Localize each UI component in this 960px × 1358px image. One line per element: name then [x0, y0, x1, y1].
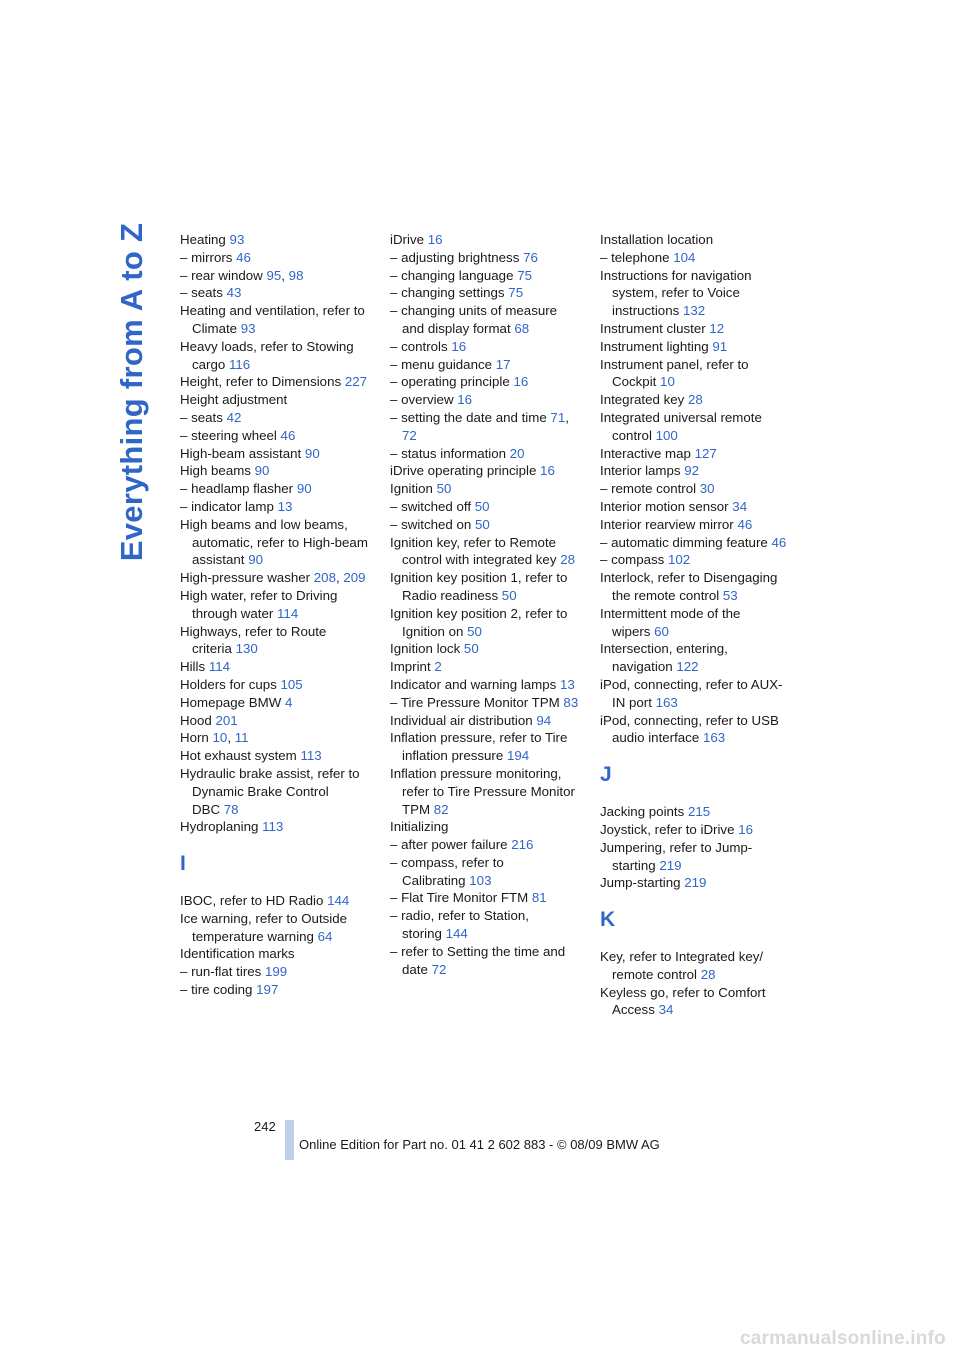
page-reference-link[interactable]: 100 — [655, 427, 678, 443]
entry-term: Hot exhaust system — [180, 748, 297, 764]
entry-term: High-pressure washer — [180, 570, 311, 586]
entry-term: Hydroplaning — [180, 819, 259, 835]
page-reference-link[interactable]: 10 — [212, 730, 228, 746]
entry-term: – menu guidance — [390, 356, 493, 372]
index-entry — [600, 874, 790, 892]
entry-term: iDrive — [390, 232, 424, 247]
index-entry — [390, 356, 580, 374]
entry-term: Joystick, refer to iDrive — [600, 821, 735, 837]
page-reference-link[interactable]: 16 — [457, 392, 473, 408]
entry-term: – switched off — [390, 498, 472, 514]
entry-term: – changing language — [390, 267, 514, 283]
index-entry — [180, 516, 370, 569]
entry-term: – rear window — [180, 267, 263, 283]
entry-term: IBOC, refer to HD Radio — [180, 893, 324, 909]
index-entry — [600, 569, 790, 605]
page-reference-link[interactable]: 13 — [560, 676, 575, 692]
index-entry — [390, 640, 580, 658]
entry-term: Interior lamps — [600, 463, 681, 479]
index-entry — [180, 676, 370, 694]
entry-term: iPod, connecting, refer to AUX-IN port — [600, 676, 783, 710]
index-entry: – rear window 95, 98 — [180, 267, 304, 283]
watermark: carmanualsonline.info — [740, 1328, 946, 1349]
index-entry — [390, 373, 580, 391]
page-reference-link[interactable]: 16 — [427, 232, 443, 247]
page-reference-link[interactable]: 46 — [236, 249, 251, 265]
page-reference-link[interactable]: 17 — [495, 356, 511, 372]
entry-term: Integrated universal remote control — [600, 409, 762, 443]
page-reference-link[interactable]: 2 — [434, 659, 442, 675]
entry-term: Key, refer to Integrated key/ remote control — [600, 949, 764, 982]
index-entry — [390, 231, 580, 249]
entry-term: Instructions for navigation system, refer to Voice instructions — [600, 267, 752, 319]
page-reference-link[interactable]: 53 — [722, 587, 738, 603]
entry-term: Hydraulic brake assist, refer to Dynamic Brake Control DBC — [180, 765, 360, 817]
entry-term: Instrument lighting — [600, 338, 709, 354]
index-entry — [390, 302, 580, 338]
page-reference-link[interactable]: 30 — [699, 481, 715, 497]
page-reference-link[interactable]: 50 — [475, 516, 490, 532]
entry-term: – after power failure — [390, 837, 508, 853]
index-entry — [390, 445, 580, 463]
entry-term: – changing settings — [390, 285, 505, 301]
entry-term: Interactive map — [600, 445, 691, 461]
index-entry — [390, 534, 580, 570]
index-entry — [390, 694, 580, 712]
index-entry: Horn 10, 11 — [180, 730, 249, 746]
index-entry — [600, 676, 790, 712]
entry-term: Hood — [180, 712, 212, 728]
index-column-3 — [600, 231, 790, 1019]
index-entry — [600, 803, 790, 821]
entry-term: Height adjustment — [180, 392, 288, 408]
index-entry — [600, 462, 790, 480]
page-reference-link[interactable]: 219 — [684, 875, 707, 891]
entry-term: – run-flat tires — [180, 964, 262, 980]
index-entry — [180, 712, 370, 730]
page-reference-link[interactable]: 11 — [234, 730, 249, 746]
page-reference-link[interactable]: 50 — [474, 498, 490, 514]
page-reference-link[interactable]: 46 — [737, 516, 753, 532]
entry-term: Interior motion sensor — [600, 498, 729, 514]
entry-term: Integrated key — [600, 392, 685, 408]
page-reference-link[interactable]: 93 — [229, 232, 245, 247]
page-reference-link[interactable]: 28 — [560, 552, 575, 568]
page-reference-link[interactable]: 28 — [700, 966, 716, 982]
index-entry — [390, 765, 580, 818]
entry-term: Holders for cups — [180, 676, 277, 692]
entry-term: Intersection, entering, navigation — [600, 641, 728, 675]
page-reference-link[interactable]: 60 — [654, 623, 669, 639]
index-entry — [600, 516, 790, 534]
index-entry — [600, 984, 790, 1020]
page-reference-link[interactable]: 72 — [431, 961, 447, 977]
entry-term: – headlamp flasher — [180, 481, 294, 497]
index-entry — [600, 498, 790, 516]
entry-term: iPod, connecting, refer to USB audio interface — [600, 712, 779, 746]
entry-term: Ignition — [390, 481, 433, 497]
entry-term: High beams and low beams, automatic, refer to High-beam assistant — [180, 516, 368, 568]
page-reference-link[interactable]: 46 — [280, 427, 296, 443]
page-reference-link[interactable]: 81 — [531, 890, 547, 906]
index-entry — [600, 231, 790, 249]
entry-term: Instrument cluster — [600, 320, 706, 336]
page-reference-link[interactable]: 83 — [563, 694, 579, 710]
page-reference-link[interactable]: 78 — [223, 801, 239, 817]
entry-term: Heating — [180, 232, 226, 247]
entry-term: Indicator and warning lamps — [390, 676, 557, 692]
page-reference-link[interactable]: 208 — [313, 570, 336, 586]
entry-term: High beams — [180, 463, 251, 479]
entry-term: Highways, refer to Route criteria — [180, 623, 327, 657]
index-entry — [390, 480, 580, 498]
entry-term: Ignition key, refer to Remote control with integrated key — [390, 534, 557, 568]
index-entry — [180, 409, 370, 427]
index-entry — [600, 320, 790, 338]
index-entry — [180, 765, 370, 818]
page-number: 242 — [254, 1119, 276, 1134]
footer-edition-text: Online Edition for Part no. 01 41 2 602 883 - © 08/09 BMW AG — [299, 1137, 660, 1152]
entry-term: Identification marks — [180, 946, 295, 962]
page-reference-link[interactable]: 50 — [501, 587, 517, 603]
page-reference-link[interactable]: 34 — [658, 1002, 674, 1018]
index-entry — [600, 605, 790, 641]
page-reference-link[interactable]: 76 — [523, 249, 538, 265]
index-entry — [600, 338, 790, 356]
index-entry — [180, 338, 370, 374]
index-entry — [180, 694, 370, 712]
page-reference-link[interactable]: 90 — [304, 445, 320, 461]
page-reference-link[interactable]: 16 — [451, 338, 467, 354]
entry-term: – compass, refer to Calibrating — [390, 854, 504, 888]
page-reference-link[interactable]: 91 — [712, 338, 728, 354]
entry-term: – tire coding — [180, 982, 253, 998]
index-column-2 — [390, 231, 580, 978]
page-reference-link[interactable]: 90 — [248, 552, 263, 568]
index-entry — [390, 249, 580, 267]
side-title-text: Everything from A to Z — [114, 222, 149, 562]
index-entry — [390, 889, 580, 907]
section-letter: J — [600, 763, 612, 787]
entry-term: Ignition key position 1, refer to Radio readiness — [390, 570, 568, 603]
page-reference-link[interactable]: 34 — [732, 498, 748, 514]
index-entry — [600, 839, 790, 875]
entry-term: – compass — [600, 552, 665, 568]
entry-term: – controls — [390, 338, 448, 354]
entry-term: Jump-starting — [600, 875, 681, 891]
page-reference-link[interactable]: 46 — [771, 534, 787, 550]
page-reference-link[interactable]: 113 — [262, 819, 284, 835]
entry-term: iDrive operating principle — [390, 463, 537, 479]
entry-term: – indicator lamp — [180, 498, 274, 514]
index-entry — [600, 356, 790, 392]
index-entry — [180, 391, 370, 409]
index-entry — [390, 516, 580, 534]
index-entry: High-pressure washer 208, 209 — [180, 570, 366, 586]
index-entry — [180, 302, 370, 338]
page-reference-link[interactable]: 68 — [514, 320, 530, 336]
page-reference-link[interactable]: 227 — [344, 374, 367, 390]
entry-term: Imprint — [390, 659, 431, 675]
page-reference-link[interactable]: 113 — [300, 748, 322, 764]
page-reference-link[interactable]: 10 — [660, 374, 675, 390]
entry-term: Jacking points — [600, 804, 685, 820]
entry-term: – changing units of measure and display format — [390, 303, 558, 336]
index-entry — [600, 712, 790, 748]
index-entry — [390, 907, 580, 943]
entry-term: Inflation pressure monitoring, refer to Tire Pressure Monitor TPM — [390, 765, 575, 817]
page-reference-link[interactable]: 130 — [235, 641, 258, 657]
entry-term: – status information — [390, 445, 507, 461]
index-column-1 — [180, 231, 370, 999]
index-entry — [180, 427, 370, 445]
index-entry — [180, 963, 370, 981]
entry-term: Installation location — [600, 232, 714, 247]
index-entry — [390, 943, 580, 979]
page-reference-link[interactable]: 16 — [738, 821, 753, 837]
index-entry — [600, 480, 790, 498]
page-reference-link[interactable]: 20 — [509, 445, 525, 461]
page-reference-link[interactable]: 114 — [277, 605, 299, 621]
entry-term: Individual air distribution — [390, 712, 533, 728]
entry-term: Horn — [180, 730, 209, 746]
page-reference-link[interactable]: 144 — [327, 893, 350, 909]
entry-term: – setting the date and time — [390, 409, 547, 425]
index-entry — [180, 445, 370, 463]
index-entry — [600, 640, 790, 676]
page-reference-link[interactable]: 199 — [265, 964, 288, 980]
page-reference-link[interactable]: 127 — [694, 445, 717, 461]
page-reference-link[interactable]: 82 — [433, 801, 449, 817]
page-reference-link[interactable]: 98 — [288, 267, 304, 283]
page-reference-link[interactable]: 105 — [280, 676, 303, 692]
entry-term: – refer to Setting the time and date — [390, 943, 566, 977]
entry-term: – seats — [180, 285, 223, 301]
entry-term: – seats — [180, 409, 223, 425]
page-reference-link[interactable]: 72 — [402, 427, 417, 443]
page-reference-link[interactable]: 64 — [317, 928, 333, 944]
entry-term: Instrument panel, refer to Cockpit — [600, 356, 749, 390]
page-reference-link[interactable]: 132 — [682, 303, 706, 319]
page-reference-link[interactable]: 216 — [511, 837, 534, 853]
page-reference-link[interactable]: 103 — [469, 872, 492, 888]
page-reference-link[interactable]: 50 — [467, 623, 482, 639]
entry-term: Interlock, refer to Disengaging the remote control — [600, 570, 778, 603]
index-entry — [180, 892, 370, 910]
index-entry — [180, 284, 370, 302]
section-letter: I — [180, 852, 186, 876]
page-reference-link[interactable]: 197 — [256, 982, 279, 998]
entry-term: – switched on — [390, 516, 472, 532]
page-reference-link[interactable]: 163 — [702, 730, 726, 746]
index-entry — [180, 231, 370, 249]
page-reference-link[interactable]: 94 — [536, 712, 552, 728]
page-reference-link[interactable]: 215 — [687, 804, 711, 820]
index-entry — [180, 910, 370, 946]
entry-term: Keyless go, refer to Comfort Access — [600, 984, 766, 1018]
page-reference-link[interactable]: 43 — [226, 285, 242, 301]
page-reference-link[interactable]: 102 — [668, 552, 691, 568]
index-entry — [390, 569, 580, 605]
page-reference-link[interactable]: 16 — [540, 463, 555, 479]
page-reference-link[interactable]: 209 — [343, 570, 366, 586]
index-entry — [390, 391, 580, 409]
entry-term: – adjusting brightness — [390, 249, 520, 265]
page-reference-link[interactable]: 90 — [296, 481, 312, 497]
page-reference-link[interactable]: 42 — [226, 409, 242, 425]
index-entry — [390, 462, 580, 480]
index-entry — [600, 445, 790, 463]
entry-term: Jumpering, refer to Jump-starting — [600, 839, 753, 873]
page-reference-link[interactable]: 90 — [254, 463, 270, 479]
index-entry — [180, 623, 370, 659]
index-entry — [390, 658, 580, 676]
index-entry — [390, 854, 580, 890]
entry-term: – mirrors — [180, 249, 233, 265]
entry-term: – Flat Tire Monitor FTM — [390, 890, 529, 906]
page-reference-link[interactable]: 201 — [215, 712, 238, 728]
entry-term: – radio, refer to Station, storing — [390, 908, 529, 942]
index-entry — [600, 534, 790, 552]
page-reference-link[interactable]: 93 — [240, 320, 256, 336]
index-entry — [180, 747, 370, 765]
page-reference-link[interactable]: 71 — [550, 409, 566, 425]
entry-term: Heavy loads, refer to Stowing cargo — [180, 338, 354, 372]
entry-term: – remote control — [600, 481, 697, 497]
entry-term: – automatic dimming feature — [600, 534, 768, 550]
entry-term: – overview — [390, 392, 454, 408]
page-reference-link[interactable]: 75 — [508, 285, 524, 301]
index-entry — [390, 818, 580, 836]
index-entry — [180, 981, 370, 999]
page-reference-link[interactable]: 116 — [228, 356, 251, 372]
index-entry — [180, 658, 370, 676]
index-entry: – setting the date and time 71, 72 — [390, 409, 569, 443]
entry-term: Ice warning, refer to Outside temperature warning — [180, 910, 348, 944]
index-entry — [390, 836, 580, 854]
entry-term: Interior rearview mirror — [600, 516, 734, 532]
section-letter: K — [600, 908, 616, 932]
entry-term: Inflation pressure, refer to Tire inflation pressure — [390, 730, 568, 764]
index-entry — [600, 821, 790, 839]
entry-term: Initializing — [390, 819, 449, 835]
entry-term: – Tire Pressure Monitor TPM — [390, 694, 560, 710]
page-reference-link[interactable]: 194 — [506, 748, 530, 764]
entry-term: High water, refer to Driving through water — [180, 587, 338, 621]
index-entry — [180, 480, 370, 498]
page-reference-link[interactable]: 104 — [673, 249, 696, 265]
entry-term: Ignition lock — [390, 641, 461, 657]
page-reference-link[interactable]: 95 — [266, 267, 282, 283]
entry-term: Height, refer to Dimensions — [180, 374, 342, 390]
index-entry — [390, 729, 580, 765]
side-title — [112, 222, 152, 562]
entry-term: – operating principle — [390, 374, 510, 390]
page-reference-link[interactable]: 122 — [676, 659, 699, 675]
page-reference-link[interactable]: 4 — [284, 694, 293, 710]
index-entry — [390, 338, 580, 356]
page-reference-link[interactable]: 75 — [517, 267, 532, 283]
entry-term: Homepage BMW — [180, 694, 282, 710]
page-reference-link[interactable]: 144 — [445, 926, 468, 942]
index-entry — [180, 587, 370, 623]
entry-term: – telephone — [600, 249, 670, 265]
index-entry — [390, 676, 580, 694]
page-reference-link[interactable]: 13 — [277, 498, 293, 514]
index-entry — [180, 373, 370, 391]
page-reference-link[interactable]: 16 — [513, 374, 529, 390]
page-reference-link[interactable]: 28 — [687, 392, 703, 408]
page-reference-link[interactable]: 92 — [684, 463, 700, 479]
index-entry — [390, 284, 580, 302]
page-reference-link[interactable]: 114 — [208, 659, 231, 675]
index-entry — [180, 249, 370, 267]
index-entry — [600, 249, 790, 267]
index-entry — [180, 462, 370, 480]
page-reference-link[interactable]: 219 — [659, 857, 682, 873]
index-entry — [390, 712, 580, 730]
index-entry — [180, 945, 370, 963]
index-entry — [600, 409, 790, 445]
entry-term: High-beam assistant — [180, 445, 302, 461]
entry-term: Heating and ventilation, refer to Climate — [180, 303, 365, 336]
page-reference-link[interactable]: 50 — [436, 481, 452, 497]
index-entry — [180, 818, 370, 836]
page-reference-link[interactable]: 163 — [655, 694, 678, 710]
entry-term: Ignition key position 2, refer to Ignition on — [390, 605, 568, 639]
page-reference-link[interactable]: 50 — [463, 641, 479, 657]
entry-term: Intermittent mode of the wipers — [600, 605, 741, 639]
footer-bar — [285, 1120, 294, 1160]
index-entry — [390, 605, 580, 641]
entry-term: Hills — [180, 659, 206, 675]
index-entry — [600, 267, 790, 320]
entry-term: – steering wheel — [180, 427, 277, 443]
index-entry — [180, 498, 370, 516]
index-entry — [390, 498, 580, 516]
index-entry — [390, 267, 580, 285]
page-reference-link[interactable]: 12 — [709, 320, 725, 336]
index-entry — [600, 551, 790, 569]
index-entry — [600, 391, 790, 409]
index-entry — [600, 948, 790, 984]
